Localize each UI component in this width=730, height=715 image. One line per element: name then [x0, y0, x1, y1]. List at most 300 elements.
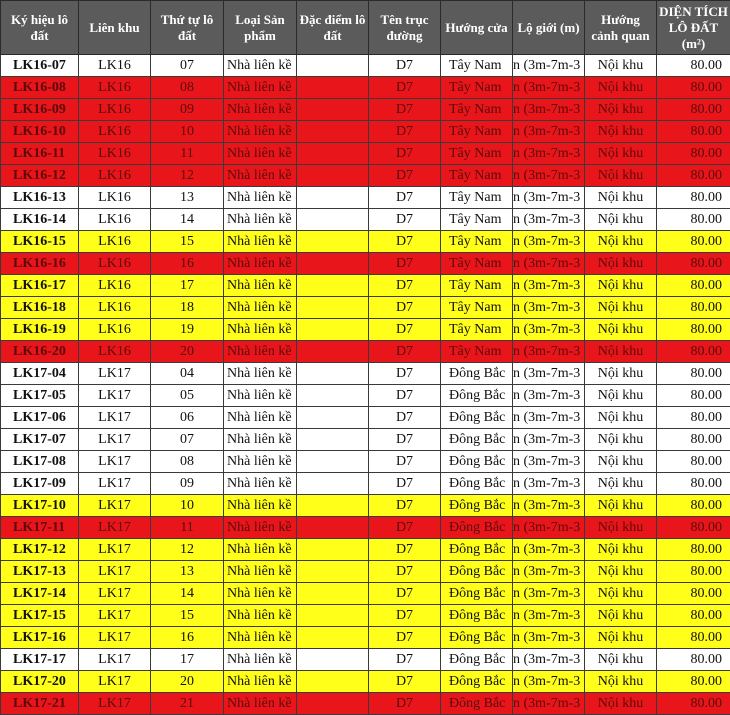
cell-loai-san-pham[interactable]: Nhà liên kề [224, 341, 297, 363]
cell-thu-tu[interactable]: 12 [151, 165, 224, 187]
cell-huong-cua[interactable]: Đông Bắc [441, 495, 513, 517]
cell-lien-khu[interactable]: LK17 [79, 605, 151, 627]
cell-huong-cua[interactable]: Tây Nam [441, 209, 513, 231]
cell-lien-khu[interactable]: LK17 [79, 649, 151, 671]
table-row[interactable] [1, 473, 730, 495]
cell-truc-duong[interactable]: D7 [369, 121, 441, 143]
cell-lo-gioi[interactable]: n (3m-7m-3 [513, 341, 585, 363]
cell-truc-duong[interactable]: D7 [369, 561, 441, 583]
cell-loai-san-pham[interactable]: Nhà liên kề [224, 187, 297, 209]
table-row[interactable] [1, 231, 730, 253]
cell-lo-gioi[interactable]: n (3m-7m-3 [513, 627, 585, 649]
cell-lien-khu[interactable]: LK16 [79, 165, 151, 187]
header-truc-duong[interactable]: Tên trục đường [369, 1, 441, 55]
cell-dien-tich[interactable]: 80.00 [657, 143, 730, 165]
cell-dac-diem[interactable] [297, 583, 369, 605]
cell-lo-gioi[interactable]: n (3m-7m-3 [513, 495, 585, 517]
table-row[interactable] [1, 297, 730, 319]
cell-huong-cua[interactable]: Đông Bắc [441, 363, 513, 385]
cell-huong-cua[interactable]: Tây Nam [441, 253, 513, 275]
cell-huong-cua[interactable]: Đông Bắc [441, 671, 513, 693]
cell-lo-gioi[interactable]: n (3m-7m-3 [513, 319, 585, 341]
cell-dien-tich[interactable]: 80.00 [657, 671, 730, 693]
cell-lo-gioi[interactable]: n (3m-7m-3 [513, 473, 585, 495]
cell-canh-quan[interactable]: Nội khu [585, 495, 657, 517]
cell-dac-diem[interactable] [297, 143, 369, 165]
cell-canh-quan[interactable]: Nội khu [585, 143, 657, 165]
cell-loai-san-pham[interactable]: Nhà liên kề [224, 605, 297, 627]
table-row[interactable] [1, 605, 730, 627]
cell-lo-gioi[interactable]: n (3m-7m-3 [513, 231, 585, 253]
cell-huong-cua[interactable]: Đông Bắc [441, 517, 513, 539]
header-thu-tu[interactable]: Thứ tự lô đất [151, 1, 224, 55]
cell-lien-khu[interactable]: LK17 [79, 627, 151, 649]
cell-huong-cua[interactable]: Tây Nam [441, 165, 513, 187]
cell-ky-hieu[interactable]: LK17-07 [1, 429, 79, 451]
cell-dac-diem[interactable] [297, 495, 369, 517]
cell-ky-hieu[interactable]: LK17-09 [1, 473, 79, 495]
cell-huong-cua[interactable]: Tây Nam [441, 121, 513, 143]
cell-huong-cua[interactable]: Đông Bắc [441, 649, 513, 671]
cell-loai-san-pham[interactable]: Nhà liên kề [224, 297, 297, 319]
table-row[interactable] [1, 693, 730, 715]
cell-huong-cua[interactable]: Đông Bắc [441, 473, 513, 495]
cell-lo-gioi[interactable]: n (3m-7m-3 [513, 693, 585, 715]
cell-loai-san-pham[interactable]: Nhà liên kề [224, 451, 297, 473]
cell-loai-san-pham[interactable]: Nhà liên kề [224, 583, 297, 605]
cell-thu-tu[interactable]: 21 [151, 693, 224, 715]
table-row[interactable] [1, 407, 730, 429]
cell-lien-khu[interactable]: LK17 [79, 429, 151, 451]
table-row[interactable] [1, 363, 730, 385]
cell-lien-khu[interactable]: LK16 [79, 187, 151, 209]
cell-thu-tu[interactable]: 05 [151, 385, 224, 407]
cell-truc-duong[interactable]: D7 [369, 77, 441, 99]
cell-canh-quan[interactable]: Nội khu [585, 275, 657, 297]
cell-loai-san-pham[interactable]: Nhà liên kề [224, 693, 297, 715]
cell-lien-khu[interactable]: LK17 [79, 539, 151, 561]
cell-canh-quan[interactable]: Nội khu [585, 363, 657, 385]
cell-dac-diem[interactable] [297, 561, 369, 583]
cell-loai-san-pham[interactable]: Nhà liên kề [224, 275, 297, 297]
cell-loai-san-pham[interactable]: Nhà liên kề [224, 407, 297, 429]
cell-lien-khu[interactable]: LK16 [79, 121, 151, 143]
cell-huong-cua[interactable]: Đông Bắc [441, 385, 513, 407]
cell-loai-san-pham[interactable]: Nhà liên kề [224, 209, 297, 231]
cell-ky-hieu[interactable]: LK17-14 [1, 583, 79, 605]
cell-dac-diem[interactable] [297, 319, 369, 341]
table-row[interactable] [1, 649, 730, 671]
cell-lo-gioi[interactable]: n (3m-7m-3 [513, 275, 585, 297]
cell-huong-cua[interactable]: Đông Bắc [441, 693, 513, 715]
cell-loai-san-pham[interactable]: Nhà liên kề [224, 253, 297, 275]
cell-huong-cua[interactable]: Tây Nam [441, 99, 513, 121]
cell-dac-diem[interactable] [297, 605, 369, 627]
cell-lo-gioi[interactable]: n (3m-7m-3 [513, 583, 585, 605]
cell-huong-cua[interactable]: Đông Bắc [441, 583, 513, 605]
cell-dien-tich[interactable]: 80.00 [657, 583, 730, 605]
cell-lien-khu[interactable]: LK16 [79, 341, 151, 363]
header-dien-tich[interactable]: DIỆN TÍCH LÔ ĐẤT (m²) [657, 1, 730, 55]
cell-truc-duong[interactable]: D7 [369, 693, 441, 715]
cell-loai-san-pham[interactable]: Nhà liên kề [224, 539, 297, 561]
cell-thu-tu[interactable]: 07 [151, 429, 224, 451]
table-row[interactable] [1, 429, 730, 451]
cell-huong-cua[interactable]: Tây Nam [441, 187, 513, 209]
cell-ky-hieu[interactable]: LK17-17 [1, 649, 79, 671]
cell-ky-hieu[interactable]: LK17-10 [1, 495, 79, 517]
cell-ky-hieu[interactable]: LK16-09 [1, 99, 79, 121]
cell-lo-gioi[interactable]: n (3m-7m-3 [513, 363, 585, 385]
cell-truc-duong[interactable]: D7 [369, 341, 441, 363]
cell-canh-quan[interactable]: Nội khu [585, 429, 657, 451]
header-lo-gioi[interactable]: Lộ giới (m) [513, 1, 585, 55]
table-row[interactable] [1, 165, 730, 187]
cell-truc-duong[interactable]: D7 [369, 209, 441, 231]
cell-thu-tu[interactable]: 04 [151, 363, 224, 385]
cell-ky-hieu[interactable]: LK16-10 [1, 121, 79, 143]
cell-dien-tich[interactable]: 80.00 [657, 451, 730, 473]
cell-thu-tu[interactable]: 20 [151, 671, 224, 693]
cell-lien-khu[interactable]: LK17 [79, 561, 151, 583]
cell-lien-khu[interactable]: LK16 [79, 77, 151, 99]
cell-dien-tich[interactable]: 80.00 [657, 385, 730, 407]
cell-loai-san-pham[interactable]: Nhà liên kề [224, 385, 297, 407]
cell-loai-san-pham[interactable]: Nhà liên kề [224, 121, 297, 143]
cell-thu-tu[interactable]: 12 [151, 539, 224, 561]
cell-lo-gioi[interactable]: n (3m-7m-3 [513, 539, 585, 561]
cell-dien-tich[interactable]: 80.00 [657, 275, 730, 297]
cell-truc-duong[interactable]: D7 [369, 473, 441, 495]
cell-thu-tu[interactable]: 20 [151, 341, 224, 363]
cell-dien-tich[interactable]: 80.00 [657, 517, 730, 539]
cell-loai-san-pham[interactable]: Nhà liên kề [224, 77, 297, 99]
cell-truc-duong[interactable]: D7 [369, 363, 441, 385]
cell-lo-gioi[interactable]: n (3m-7m-3 [513, 99, 585, 121]
cell-thu-tu[interactable]: 15 [151, 605, 224, 627]
cell-ky-hieu[interactable]: LK16-07 [1, 55, 79, 77]
table-row[interactable] [1, 77, 730, 99]
cell-ky-hieu[interactable]: LK17-13 [1, 561, 79, 583]
cell-canh-quan[interactable]: Nội khu [585, 99, 657, 121]
cell-lien-khu[interactable]: LK17 [79, 671, 151, 693]
cell-truc-duong[interactable]: D7 [369, 143, 441, 165]
cell-dac-diem[interactable] [297, 671, 369, 693]
cell-loai-san-pham[interactable]: Nhà liên kề [224, 627, 297, 649]
table-row[interactable] [1, 583, 730, 605]
cell-lien-khu[interactable]: LK17 [79, 407, 151, 429]
cell-canh-quan[interactable]: Nội khu [585, 209, 657, 231]
cell-canh-quan[interactable]: Nội khu [585, 297, 657, 319]
cell-loai-san-pham[interactable]: Nhà liên kề [224, 319, 297, 341]
cell-lien-khu[interactable]: LK17 [79, 385, 151, 407]
cell-dien-tich[interactable]: 80.00 [657, 649, 730, 671]
cell-lo-gioi[interactable]: n (3m-7m-3 [513, 385, 585, 407]
cell-lo-gioi[interactable]: n (3m-7m-3 [513, 143, 585, 165]
cell-lien-khu[interactable]: LK17 [79, 693, 151, 715]
cell-dac-diem[interactable] [297, 385, 369, 407]
cell-truc-duong[interactable]: D7 [369, 55, 441, 77]
cell-truc-duong[interactable]: D7 [369, 649, 441, 671]
cell-huong-cua[interactable]: Tây Nam [441, 143, 513, 165]
cell-canh-quan[interactable]: Nội khu [585, 407, 657, 429]
table-row[interactable] [1, 121, 730, 143]
cell-huong-cua[interactable]: Đông Bắc [441, 407, 513, 429]
cell-lien-khu[interactable]: LK16 [79, 99, 151, 121]
cell-loai-san-pham[interactable]: Nhà liên kề [224, 517, 297, 539]
cell-thu-tu[interactable]: 18 [151, 297, 224, 319]
cell-lien-khu[interactable]: LK17 [79, 583, 151, 605]
cell-truc-duong[interactable]: D7 [369, 187, 441, 209]
cell-dac-diem[interactable] [297, 407, 369, 429]
cell-dac-diem[interactable] [297, 297, 369, 319]
cell-loai-san-pham[interactable]: Nhà liên kề [224, 55, 297, 77]
cell-loai-san-pham[interactable]: Nhà liên kề [224, 165, 297, 187]
cell-lo-gioi[interactable]: n (3m-7m-3 [513, 649, 585, 671]
table-row[interactable] [1, 495, 730, 517]
cell-canh-quan[interactable]: Nội khu [585, 319, 657, 341]
cell-canh-quan[interactable]: Nội khu [585, 627, 657, 649]
cell-ky-hieu[interactable]: LK16-11 [1, 143, 79, 165]
cell-dien-tich[interactable]: 80.00 [657, 253, 730, 275]
cell-lien-khu[interactable]: LK16 [79, 275, 151, 297]
cell-loai-san-pham[interactable]: Nhà liên kề [224, 363, 297, 385]
cell-lien-khu[interactable]: LK16 [79, 231, 151, 253]
cell-loai-san-pham[interactable]: Nhà liên kề [224, 143, 297, 165]
cell-thu-tu[interactable]: 06 [151, 407, 224, 429]
cell-canh-quan[interactable]: Nội khu [585, 55, 657, 77]
cell-canh-quan[interactable]: Nội khu [585, 539, 657, 561]
cell-huong-cua[interactable]: Đông Bắc [441, 539, 513, 561]
table-row[interactable] [1, 385, 730, 407]
cell-dien-tich[interactable]: 80.00 [657, 209, 730, 231]
cell-huong-cua[interactable]: Tây Nam [441, 341, 513, 363]
cell-canh-quan[interactable]: Nội khu [585, 451, 657, 473]
cell-dien-tich[interactable]: 80.00 [657, 561, 730, 583]
cell-dac-diem[interactable] [297, 55, 369, 77]
cell-thu-tu[interactable]: 08 [151, 77, 224, 99]
cell-truc-duong[interactable]: D7 [369, 275, 441, 297]
table-row[interactable] [1, 539, 730, 561]
cell-truc-duong[interactable]: D7 [369, 451, 441, 473]
cell-dac-diem[interactable] [297, 363, 369, 385]
cell-lien-khu[interactable]: LK17 [79, 473, 151, 495]
cell-lo-gioi[interactable]: n (3m-7m-3 [513, 671, 585, 693]
cell-canh-quan[interactable]: Nội khu [585, 341, 657, 363]
cell-huong-cua[interactable]: Tây Nam [441, 55, 513, 77]
cell-dac-diem[interactable] [297, 77, 369, 99]
cell-lo-gioi[interactable]: n (3m-7m-3 [513, 297, 585, 319]
cell-dac-diem[interactable] [297, 253, 369, 275]
header-ky-hieu[interactable]: Ký hiệu lô đất [1, 1, 79, 55]
cell-lien-khu[interactable]: LK17 [79, 451, 151, 473]
cell-thu-tu[interactable]: 07 [151, 55, 224, 77]
cell-ky-hieu[interactable]: LK16-16 [1, 253, 79, 275]
cell-canh-quan[interactable]: Nội khu [585, 385, 657, 407]
cell-lo-gioi[interactable]: n (3m-7m-3 [513, 121, 585, 143]
cell-lo-gioi[interactable]: n (3m-7m-3 [513, 451, 585, 473]
cell-dien-tich[interactable]: 80.00 [657, 319, 730, 341]
cell-canh-quan[interactable]: Nội khu [585, 253, 657, 275]
cell-lien-khu[interactable]: LK16 [79, 297, 151, 319]
cell-huong-cua[interactable]: Tây Nam [441, 231, 513, 253]
cell-canh-quan[interactable]: Nội khu [585, 583, 657, 605]
cell-lien-khu[interactable]: LK16 [79, 253, 151, 275]
cell-canh-quan[interactable]: Nội khu [585, 605, 657, 627]
cell-lo-gioi[interactable]: n (3m-7m-3 [513, 517, 585, 539]
table-row[interactable] [1, 209, 730, 231]
cell-canh-quan[interactable]: Nội khu [585, 649, 657, 671]
cell-dac-diem[interactable] [297, 693, 369, 715]
table-row[interactable] [1, 671, 730, 693]
cell-lo-gioi[interactable]: n (3m-7m-3 [513, 209, 585, 231]
cell-dien-tich[interactable]: 80.00 [657, 407, 730, 429]
cell-loai-san-pham[interactable]: Nhà liên kề [224, 671, 297, 693]
cell-truc-duong[interactable]: D7 [369, 627, 441, 649]
cell-huong-cua[interactable]: Đông Bắc [441, 561, 513, 583]
cell-ky-hieu[interactable]: LK16-08 [1, 77, 79, 99]
header-dac-diem[interactable]: Đặc điểm lô đất [297, 1, 369, 55]
cell-lien-khu[interactable]: LK16 [79, 209, 151, 231]
table-row[interactable] [1, 143, 730, 165]
cell-ky-hieu[interactable]: LK17-15 [1, 605, 79, 627]
cell-dien-tich[interactable]: 80.00 [657, 539, 730, 561]
cell-huong-cua[interactable]: Tây Nam [441, 319, 513, 341]
cell-truc-duong[interactable]: D7 [369, 605, 441, 627]
cell-dac-diem[interactable] [297, 649, 369, 671]
table-row[interactable] [1, 627, 730, 649]
cell-dac-diem[interactable] [297, 165, 369, 187]
cell-dac-diem[interactable] [297, 539, 369, 561]
cell-truc-duong[interactable]: D7 [369, 297, 441, 319]
cell-huong-cua[interactable]: Đông Bắc [441, 605, 513, 627]
cell-ky-hieu[interactable]: LK16-14 [1, 209, 79, 231]
cell-dac-diem[interactable] [297, 473, 369, 495]
cell-thu-tu[interactable]: 09 [151, 99, 224, 121]
cell-canh-quan[interactable]: Nội khu [585, 693, 657, 715]
cell-thu-tu[interactable]: 11 [151, 143, 224, 165]
table-row[interactable] [1, 341, 730, 363]
cell-truc-duong[interactable]: D7 [369, 539, 441, 561]
cell-canh-quan[interactable]: Nội khu [585, 231, 657, 253]
cell-canh-quan[interactable]: Nội khu [585, 121, 657, 143]
cell-ky-hieu[interactable]: LK16-17 [1, 275, 79, 297]
cell-dien-tich[interactable]: 80.00 [657, 605, 730, 627]
cell-lien-khu[interactable]: LK16 [79, 319, 151, 341]
cell-thu-tu[interactable]: 16 [151, 253, 224, 275]
cell-dien-tich[interactable]: 80.00 [657, 165, 730, 187]
cell-ky-hieu[interactable]: LK17-11 [1, 517, 79, 539]
cell-thu-tu[interactable]: 19 [151, 319, 224, 341]
table-row[interactable] [1, 55, 730, 77]
cell-dien-tich[interactable]: 80.00 [657, 77, 730, 99]
cell-dien-tich[interactable]: 80.00 [657, 55, 730, 77]
cell-lo-gioi[interactable]: n (3m-7m-3 [513, 253, 585, 275]
cell-ky-hieu[interactable]: LK16-19 [1, 319, 79, 341]
cell-truc-duong[interactable]: D7 [369, 671, 441, 693]
cell-dien-tich[interactable]: 80.00 [657, 473, 730, 495]
cell-dac-diem[interactable] [297, 627, 369, 649]
cell-ky-hieu[interactable]: LK17-04 [1, 363, 79, 385]
cell-lo-gioi[interactable]: n (3m-7m-3 [513, 165, 585, 187]
cell-truc-duong[interactable]: D7 [369, 517, 441, 539]
cell-loai-san-pham[interactable]: Nhà liên kề [224, 231, 297, 253]
header-huong-cua[interactable]: Hướng cửa [441, 1, 513, 55]
table-row[interactable] [1, 319, 730, 341]
cell-dac-diem[interactable] [297, 121, 369, 143]
cell-canh-quan[interactable]: Nội khu [585, 165, 657, 187]
cell-lo-gioi[interactable]: n (3m-7m-3 [513, 407, 585, 429]
cell-dien-tich[interactable]: 80.00 [657, 297, 730, 319]
cell-thu-tu[interactable]: 14 [151, 583, 224, 605]
cell-lo-gioi[interactable]: n (3m-7m-3 [513, 77, 585, 99]
cell-thu-tu[interactable]: 11 [151, 517, 224, 539]
cell-huong-cua[interactable]: Đông Bắc [441, 627, 513, 649]
cell-canh-quan[interactable]: Nội khu [585, 473, 657, 495]
cell-dien-tich[interactable]: 80.00 [657, 99, 730, 121]
cell-dac-diem[interactable] [297, 451, 369, 473]
cell-thu-tu[interactable]: 10 [151, 121, 224, 143]
cell-truc-duong[interactable]: D7 [369, 319, 441, 341]
cell-dac-diem[interactable] [297, 209, 369, 231]
cell-lo-gioi[interactable]: n (3m-7m-3 [513, 55, 585, 77]
cell-lien-khu[interactable]: LK17 [79, 517, 151, 539]
cell-ky-hieu[interactable]: LK16-20 [1, 341, 79, 363]
cell-truc-duong[interactable]: D7 [369, 253, 441, 275]
cell-thu-tu[interactable]: 14 [151, 209, 224, 231]
cell-lo-gioi[interactable]: n (3m-7m-3 [513, 429, 585, 451]
cell-truc-duong[interactable]: D7 [369, 429, 441, 451]
cell-lo-gioi[interactable]: n (3m-7m-3 [513, 605, 585, 627]
cell-huong-cua[interactable]: Tây Nam [441, 275, 513, 297]
table-row[interactable] [1, 253, 730, 275]
cell-canh-quan[interactable]: Nội khu [585, 187, 657, 209]
table-row[interactable] [1, 451, 730, 473]
cell-thu-tu[interactable]: 08 [151, 451, 224, 473]
cell-ky-hieu[interactable]: LK16-18 [1, 297, 79, 319]
cell-thu-tu[interactable]: 17 [151, 649, 224, 671]
cell-ky-hieu[interactable]: LK17-16 [1, 627, 79, 649]
cell-dien-tich[interactable]: 80.00 [657, 341, 730, 363]
cell-canh-quan[interactable]: Nội khu [585, 561, 657, 583]
cell-lien-khu[interactable]: LK16 [79, 143, 151, 165]
cell-lien-khu[interactable]: LK16 [79, 55, 151, 77]
cell-thu-tu[interactable]: 16 [151, 627, 224, 649]
cell-ky-hieu[interactable]: LK16-13 [1, 187, 79, 209]
cell-ky-hieu[interactable]: LK16-15 [1, 231, 79, 253]
cell-dac-diem[interactable] [297, 275, 369, 297]
cell-lien-khu[interactable]: LK17 [79, 363, 151, 385]
cell-truc-duong[interactable]: D7 [369, 407, 441, 429]
cell-dien-tich[interactable]: 80.00 [657, 363, 730, 385]
cell-dac-diem[interactable] [297, 429, 369, 451]
cell-truc-duong[interactable]: D7 [369, 385, 441, 407]
cell-loai-san-pham[interactable]: Nhà liên kề [224, 429, 297, 451]
cell-huong-cua[interactable]: Đông Bắc [441, 429, 513, 451]
cell-dien-tich[interactable]: 80.00 [657, 121, 730, 143]
cell-dac-diem[interactable] [297, 517, 369, 539]
cell-truc-duong[interactable]: D7 [369, 99, 441, 121]
cell-thu-tu[interactable]: 15 [151, 231, 224, 253]
cell-loai-san-pham[interactable]: Nhà liên kề [224, 561, 297, 583]
cell-truc-duong[interactable]: D7 [369, 231, 441, 253]
cell-lo-gioi[interactable]: n (3m-7m-3 [513, 187, 585, 209]
cell-dien-tich[interactable]: 80.00 [657, 627, 730, 649]
table-row[interactable] [1, 561, 730, 583]
cell-huong-cua[interactable]: Tây Nam [441, 77, 513, 99]
cell-dien-tich[interactable]: 80.00 [657, 231, 730, 253]
table-row[interactable] [1, 517, 730, 539]
